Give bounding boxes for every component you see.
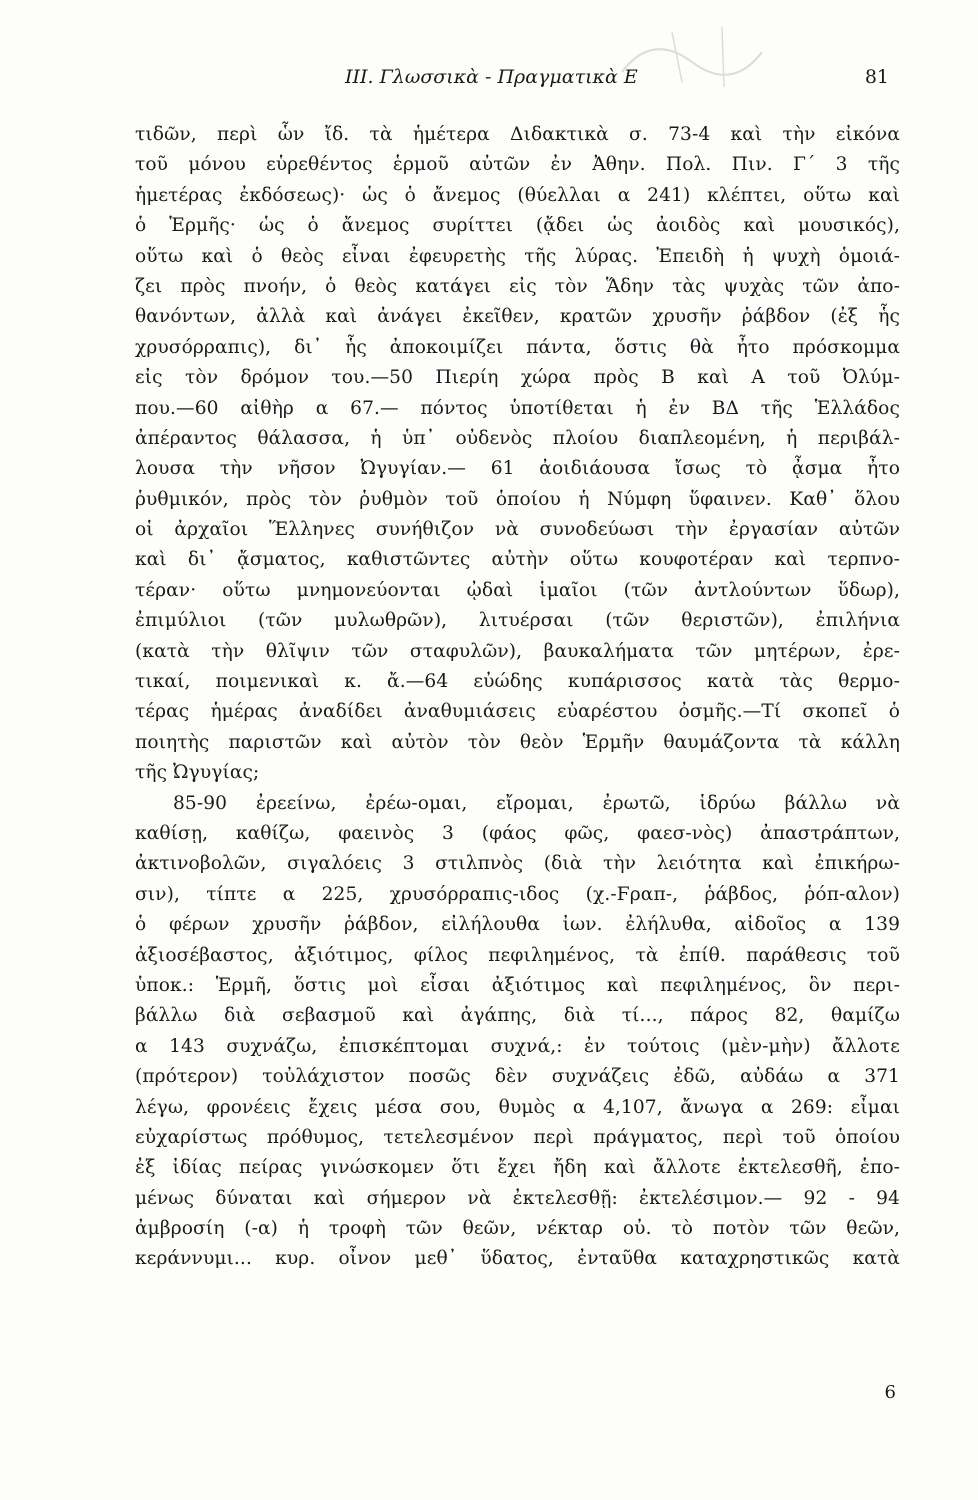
running-header (140, 66, 895, 96)
text-line: α 143 συχνάζω, ἐπισκέπτομαι συχνά,: ἐν τούτοις (μὲν-μὴν) ἄλλοτε (135, 1035, 900, 1057)
text-line: (πρότερον) τοὐλάχιστον ποσῶς δὲν συχνάζεις ἐδῶ, αὐδάω α 371 (135, 1066, 900, 1088)
text-line: τοῦ μόνου εὑρεθέντος ἑρμοῦ αὐτῶν ἐν Ἀθην. Πολ. Πιν. Γ΄ 3 τῆς (135, 154, 900, 176)
text-line: ποιητὴς παριστῶν καὶ αὐτὸν τὸν θεὸν Ἑρμῆν θαυμάζοντα τὰ κάλλη (135, 731, 900, 753)
text-line: τέρας ἡμέρας ἀναδίδει ἀναθυμιάσεις εὐαρέστου ὀσμῆς.—Τί σκοπεῖ ὁ (135, 701, 900, 723)
text-line: ἀκτινοβολῶν, σιγαλόεις 3 στιλπνὸς (διὰ τὴν λειότητα καὶ ἐπικήρω- (135, 853, 900, 875)
text-line: εὐχαρίστως πρόθυμος, τετελεσμένον περὶ πράγματος, περὶ τοῦ ὁποίου (135, 1126, 900, 1148)
text-line: οὕτω καὶ ὁ θεὸς εἶναι ἐφευρετὴς τῆς λύρας. Ἐπειδὴ ἡ ψυχὴ ὁμοιά- (135, 245, 900, 267)
text-line: τέραν· οὕτω μνημονεύονται ᾠδαὶ ἱμαῖοι (τῶν ἀντλούντων ὕδωρ), (135, 579, 900, 601)
text-line: ἐπιμύλιοι (τῶν μυλωθρῶν), λιτυέρσαι (τῶν θεριστῶν), ἐπιλήνια (135, 610, 900, 632)
text-line: ἡμετέρας ἐκδόσεως)· ὡς ὁ ἄνεμος (θύελλαι α 241) κλέπτει, οὕτω καὶ (135, 184, 900, 206)
text-line: λουσα τὴν νῆσον Ὠγυγίαν.— 61 ἀοιδιάουσα ἴσως τὸ ᾆσμα ἦτο (135, 458, 900, 480)
text-line: ἀξιοσέβαστος, ἀξιότιμος, φίλος πεφιλημένος, τὰ ἐπίθ. παράθεσις τοῦ (135, 944, 900, 966)
text-line: βάλλω διὰ σεβασμοῦ καὶ ἀγάπης, διὰ τί..., πάρος 82, θαμίζω (135, 1005, 900, 1027)
text-line: οἱ ἀρχαῖοι Ἕλληνες συνήθιζον νὰ συνοδεύωσι τὴν ἐργασίαν αὐτῶν (135, 519, 900, 541)
text-line: ὑποκ.: Ἑρμῆ, ὅστις μοὶ εἶσαι ἀξιότιμος καὶ πεφιλημένος, ὃν περι- (135, 974, 900, 996)
text-line: ἀμβροσίη (-α) ἡ τροφὴ τῶν θεῶν, νέκταρ οὐ. τὸ ποτὸν τῶν θεῶν, (135, 1218, 900, 1240)
page-number: 81 (864, 66, 889, 88)
text-line: ῥυθμικόν, πρὸς τὸν ῥυθμὸν τοῦ ὁποίου ἡ Νύμφη ὕφαινεν. Καθ᾿ ὅλου (135, 488, 900, 510)
text-line: θανόντων, ἀλλὰ καὶ ἀνάγει ἐκεῖθεν, κρατῶν χρυσῆν ῥάβδον (ἐξ ἧς (135, 306, 900, 328)
header-title: ΙΙΙ. Γλωσσικὰ - Πραγματικὰ Ε (345, 66, 638, 88)
text-line: καὶ δι᾿ ᾄσματος, καθιστῶντες αὐτὴν οὕτω κουφοτέραν καὶ τερπνο- (135, 549, 900, 571)
text-line: σιν), τίπτε α 225, χρυσόρραπις-ιδος (χ.-Ϝραπ-, ῥάβδος, ῥόπ-αλον) (135, 883, 900, 905)
text-line: τιδῶν, περὶ ὧν ἴδ. τὰ ἡμέτερα Διδακτικὰ σ. 73-4 καὶ τὴν εἰκόνα (135, 124, 900, 145)
text-line: ἐξ ἰδίας πείρας γινώσκομεν ὅτι ἔχει ἤδη καὶ ἄλλοτε ἐκτελεσθῆ, ἑπο- (135, 1157, 900, 1179)
text-line: τικαί, ποιμενικαὶ κ. ἄ.—64 εὐώδης κυπάρισσος κατὰ τὰς θερμο- (135, 671, 900, 693)
text-line: καθίσῃ, καθίζω, φαεινὸς 3 (φάος φῶς, φαεσ-νὸς) ἀπαστράπτων, (135, 822, 900, 844)
text-line: χρυσόρραπις), δι᾿ ἧς ἀποκοιμίζει πάντα, ὅστις θὰ ἦτο πρόσκομμα (135, 336, 900, 358)
text-line: που.—60 αἰθὴρ α 67.— πόντος ὑποτίθεται ἡ ἐν ΒΔ τῆς Ἑλλάδος (135, 397, 900, 419)
signature-mark: 6 (884, 1382, 896, 1403)
text-line: μένως δύναται καὶ σήμερον νὰ ἐκτελεσθῇ: ἐκτελέσιμον.— 92 - 94 (135, 1187, 900, 1209)
text-line: ἀπέραντος θάλασσα, ἡ ὑπ᾿ οὐδενὸς πλοίου διαπλεομένη, ἡ περιβάλ- (135, 427, 900, 449)
text-line: τῆς Ὠγυγίας; (135, 762, 260, 784)
text-line: ζει πρὸς πνοήν, ὁ θεὸς κατάγει εἰς τὸν Ἅδην τὰς ψυχὰς τῶν ἀπο- (135, 275, 900, 297)
body-text (135, 120, 900, 1275)
text-line: 85-90 ἐρεείνω, ἐρέω-ομαι, εἴρομαι, ἐρωτῶ, ἱδρύω βάλλω νὰ (173, 792, 900, 814)
text-line: ὁ Ἑρμῆς· ὡς ὁ ἄνεμος συρίττει (ᾄδει ὡς ἀοιδὸς καὶ μουσικός), (135, 215, 900, 237)
text-line: (κατὰ τὴν θλῖψιν τῶν σταφυλῶν), βαυκαλήματα τῶν μητέρων, ἐρε- (135, 640, 900, 662)
text-line: λέγω, φρονέεις ἔχεις μέσα σου, θυμὸς α 4,107, ἄνωγα α 269: εἶμαι (135, 1096, 900, 1118)
text-line: εἰς τὸν δρόμον του.—50 Πιερίη χώρα πρὸς Β καὶ Α τοῦ Ὀλύμ- (135, 367, 900, 389)
text-line: κεράννυμι... κυρ. οἶνον μεθ᾿ ὕδατος, ἐνταῦθα καταχρηστικῶς κατὰ (135, 1248, 900, 1270)
text-line: ὁ φέρων χρυσῆν ῥάβδον, εἰλήλουθα ἰων. ἐλήλυθα, αἰδοῖος α 139 (135, 914, 900, 936)
